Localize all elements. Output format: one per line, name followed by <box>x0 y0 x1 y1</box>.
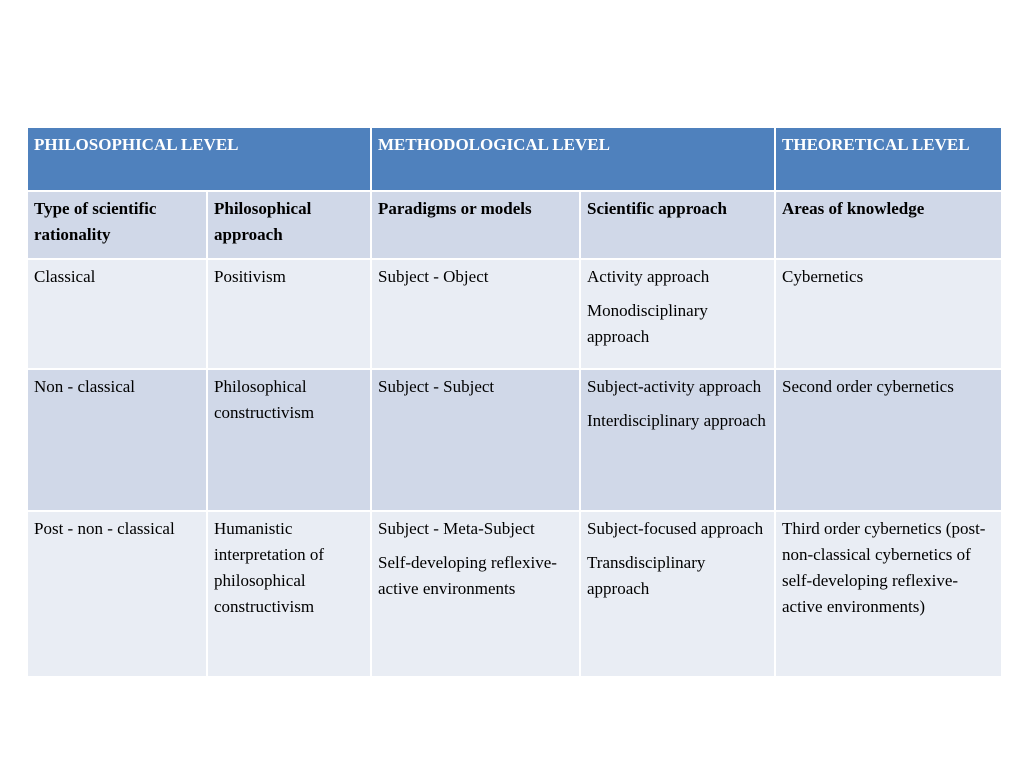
philosophical-level-header: PHILOSOPHICAL LEVEL <box>27 127 371 191</box>
rationality-cell: Classical <box>27 259 207 369</box>
philosophical-approach-cell: Positivism <box>207 259 371 369</box>
scientific-approach-cell <box>580 369 775 511</box>
philosophical-approach-column-header: Philosophical approach <box>207 191 371 259</box>
philosophical-approach-cell: Philosophical constructivism <box>207 369 371 511</box>
paradigms-cell <box>371 511 580 677</box>
level-header-row <box>27 127 1002 191</box>
discipline-text: Monodisciplinary approach <box>587 301 708 346</box>
areas-column-header: Areas of knowledge <box>775 191 1002 259</box>
scientific-approach-cell <box>580 511 775 677</box>
approach-text: Subject-activity approach <box>587 377 762 396</box>
areas-cell: Second order cybernetics <box>775 369 1002 511</box>
rationality-cell: Post - non - classical <box>27 511 207 677</box>
column-header-row <box>27 191 1002 259</box>
paradigm-text: Subject - Subject <box>378 377 495 396</box>
areas-cell: Third order cybernetics (post-non-classical cybernetics of self-developing reflexive-active environments) <box>775 511 1002 677</box>
paradigm-text: Subject - Object <box>378 267 489 286</box>
environment-text: Self-developing reflexive-active environments <box>378 553 557 598</box>
rationality-cell: Non - classical <box>27 369 207 511</box>
table-row <box>27 511 1002 677</box>
discipline-text: Interdisciplinary approach <box>587 411 766 430</box>
scientific-rationality-table <box>26 126 1003 678</box>
approach-text: Subject-focused approach <box>587 519 764 538</box>
table-row <box>27 259 1002 369</box>
philosophical-approach-cell: Humanistic interpretation of philosophical constructivism <box>207 511 371 677</box>
paradigms-cell <box>371 259 580 369</box>
rationality-column-header: Type of scientific rationality <box>27 191 207 259</box>
paradigms-column-header: Paradigms or models <box>371 191 580 259</box>
paradigms-cell <box>371 369 580 511</box>
approach-text: Activity approach <box>587 267 710 286</box>
theoretical-level-header: THEORETICAL LEVEL <box>775 127 1002 191</box>
scientific-approach-column-header: Scientific approach <box>580 191 775 259</box>
scientific-approach-cell <box>580 259 775 369</box>
areas-cell: Cybernetics <box>775 259 1002 369</box>
table-row <box>27 369 1002 511</box>
discipline-text: Transdisciplinary approach <box>587 553 706 598</box>
methodological-level-header: METHODOLOGICAL LEVEL <box>371 127 775 191</box>
paradigm-text: Subject - Meta-Subject <box>378 519 535 538</box>
